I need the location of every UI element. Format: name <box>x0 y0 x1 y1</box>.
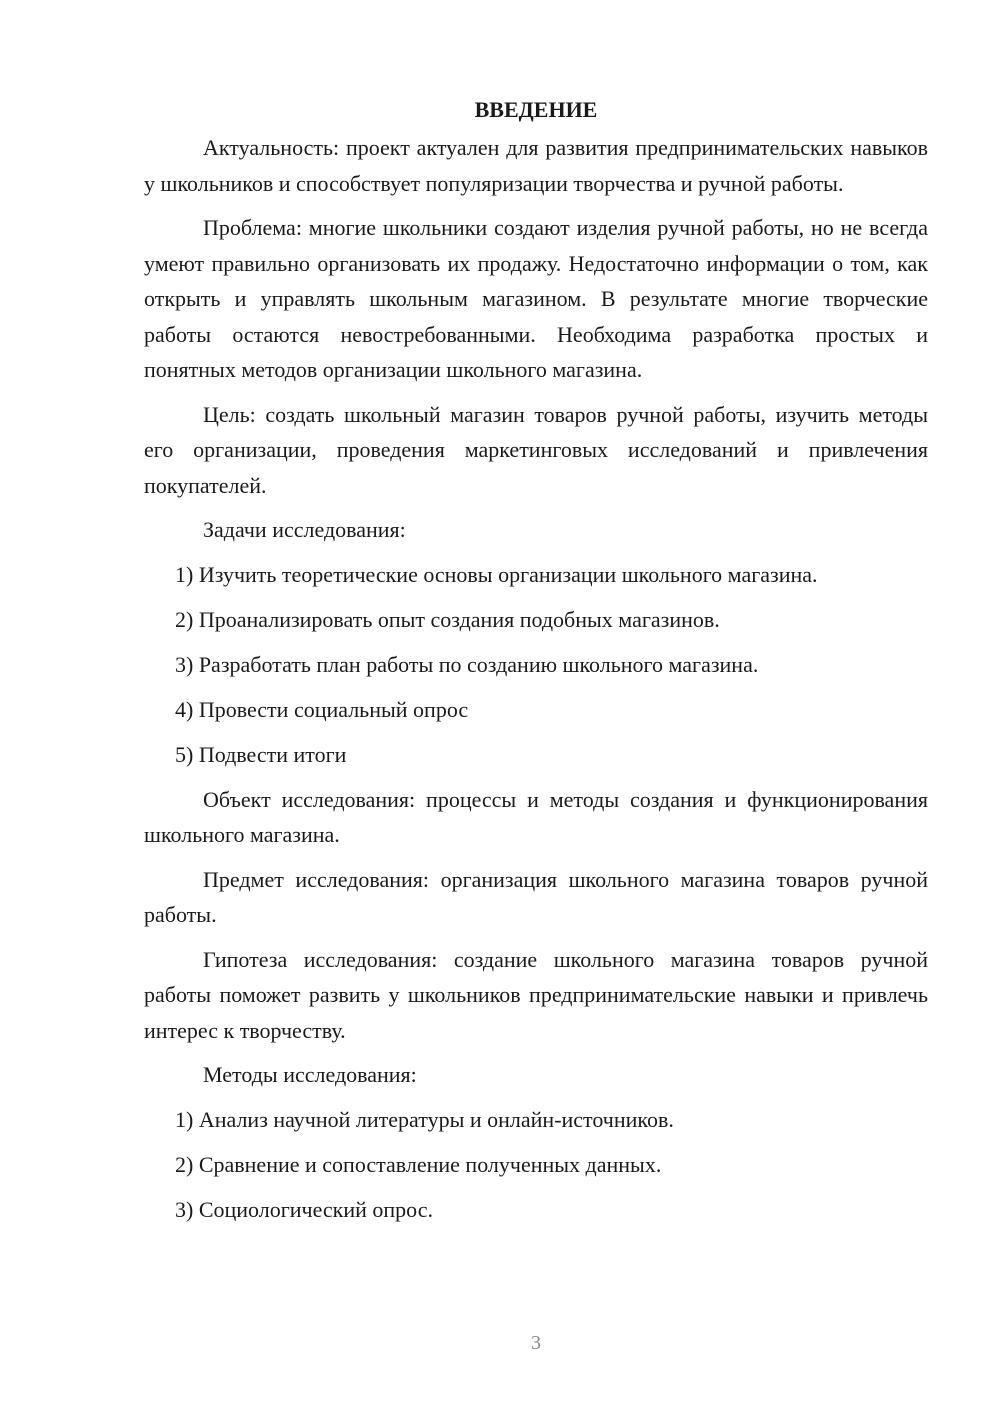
goal-paragraph: Цель: создать школьный магазин товаров ручной работы, изучить методы его организации, проведения маркетинговых исследований и привлечения покупателей. <box>144 401 928 498</box>
list-item: 3) Разработать план работы по созданию школьного магазина. <box>175 651 759 677</box>
document-page <box>144 92 928 1237</box>
page-number: 3 <box>531 1332 541 1354</box>
problem-paragraph: Проблема: многие школьники создают изделия ручной работы, но не всегда умеют правильно организовать их продажу. Недостаточно информации о том, как открыть и управлять школьным магазином. В результате многие творческие работы остаются невостребованными. Необходима разработка простых и понятных методов организации школьного магазина. <box>144 215 928 382</box>
list-item: 2) Проанализировать опыт создания подобных магазинов. <box>175 606 720 632</box>
list-item: 4) Провести социальный опрос <box>175 696 469 722</box>
methods-list <box>144 1102 928 1228</box>
subject-paragraph: Предмет исследования: организация школьного магазина товаров ручной работы. <box>144 866 928 927</box>
relevance-paragraph: Актуальность: проект актуален для развития предпринимательских навыков у школьников и способствует популяризации творчества и ручной работы. <box>144 135 928 196</box>
methods-heading: Методы исследования: <box>203 1062 417 1087</box>
object-paragraph: Объект исследования: процессы и методы создания и функционирования школьного магазина. <box>144 786 928 847</box>
tasks-list <box>144 557 928 773</box>
list-item: 1) Изучить теоретические основы организации школьного магазина. <box>175 561 818 587</box>
list-item: 3) Социологический опрос. <box>175 1196 433 1222</box>
list-item: 2) Сравнение и сопоставление полученных данных. <box>175 1151 662 1177</box>
list-item: 1) Анализ научной литературы и онлайн-источников. <box>175 1106 674 1132</box>
tasks-heading: Задачи исследования: <box>203 517 406 542</box>
list-item: 5) Подвести итоги <box>175 741 347 767</box>
hypothesis-paragraph: Гипотеза исследования: создание школьного магазина товаров ручной работы поможет развить у школьников предпринимательские навыки и привлечь интерес к творчеству. <box>144 946 928 1043</box>
section-title: ВВЕДЕНИЕ <box>474 97 598 122</box>
